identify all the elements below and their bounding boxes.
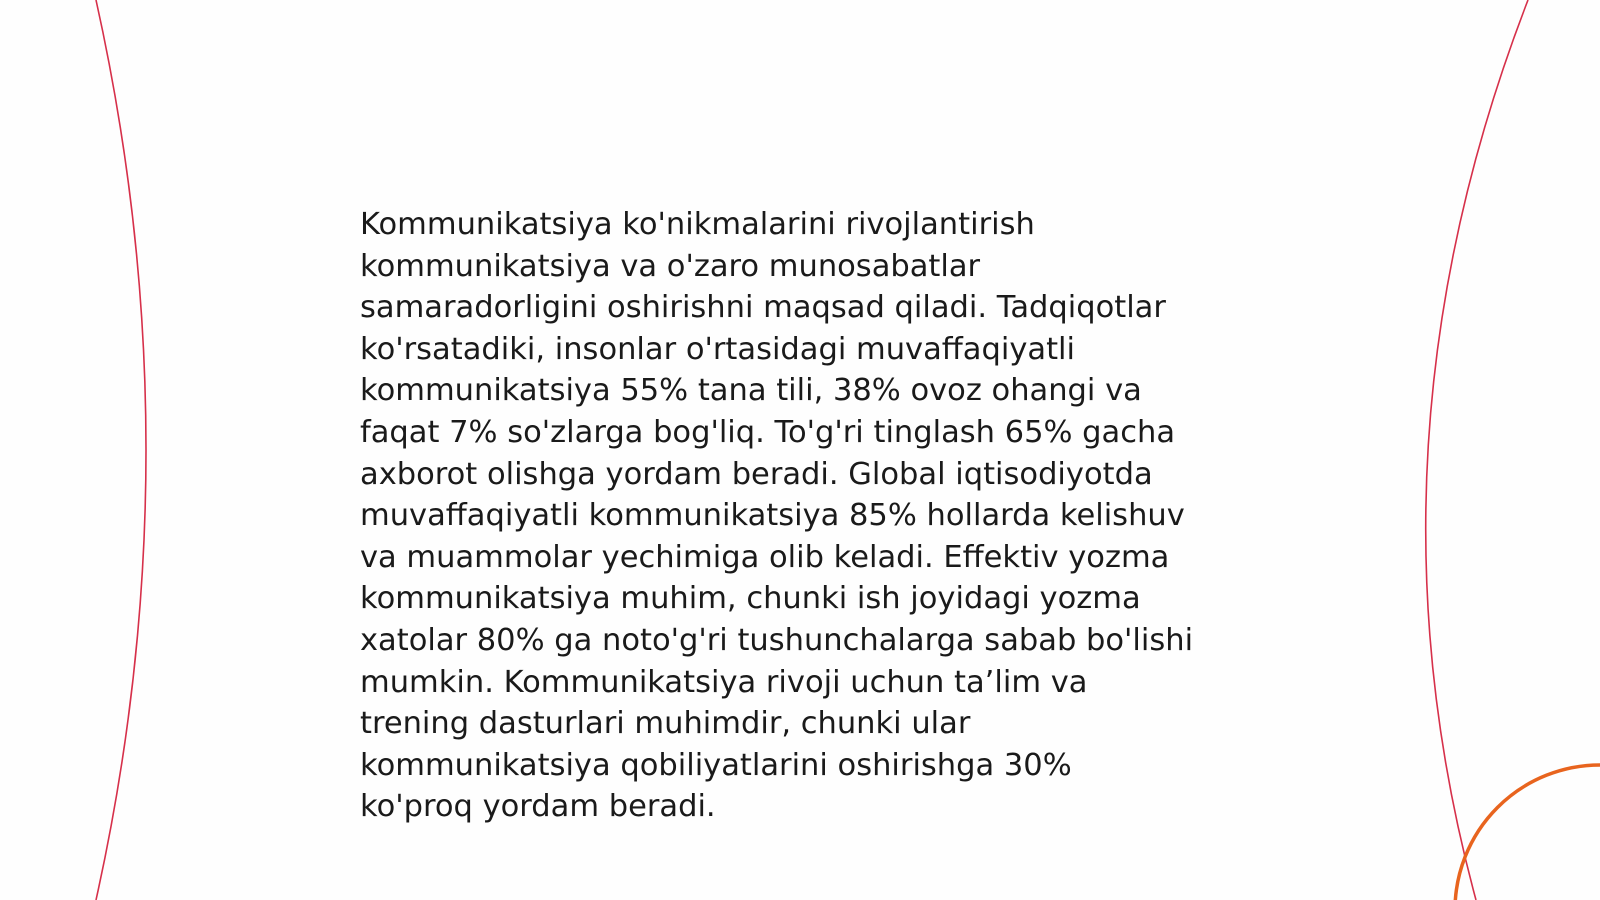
- paragraph-line: kommunikatsiya qobiliyatlarini oshirishga 30%: [360, 747, 1072, 783]
- paragraph-line: kommunikatsiya 55% tana tili, 38% ovoz ohangi va: [360, 373, 1142, 409]
- paragraph-line: xatolar 80% ga noto'g'ri tushunchalarga sabab bo'lishi: [360, 622, 1194, 658]
- paragraph-line: ko'proq yordam beradi.: [360, 789, 716, 825]
- body-paragraph: [360, 204, 1260, 828]
- paragraph-line: mumkin. Kommunikatsiya rivoji uchun ta’lim va: [360, 664, 1088, 700]
- paragraph-line: muvaffaqiyatli kommunikatsiya 85% hollarda kelishuv: [360, 498, 1185, 534]
- paragraph-line: ko'rsatadiki, insonlar o'rtasidagi muvaffaqiyatli: [360, 331, 1075, 367]
- accent-circle-arc: [1455, 765, 1600, 900]
- paragraph-line: axborot olishga yordam beradi. Global iqtisodiyotda: [360, 456, 1153, 492]
- paragraph-line: trening dasturlari muhimdir, chunki ular: [360, 706, 971, 742]
- left-curve-line: [96, 0, 146, 900]
- paragraph-line: Kommunikatsiya ko'nikmalarini rivojlantirish: [360, 207, 1035, 242]
- paragraph-line: kommunikatsiya va o'zaro munosabatlar: [360, 248, 981, 284]
- paragraph-line: va muammolar yechimiga olib keladi. Effektiv yozma: [360, 539, 1170, 575]
- right-curve-line: [1426, 0, 1528, 900]
- paragraph-line: kommunikatsiya muhim, chunki ish joyidagi yozma: [360, 581, 1141, 617]
- paragraph-line: samaradorligini oshirishni maqsad qiladi. Tadqiqotlar: [360, 290, 1166, 326]
- paragraph-line: faqat 7% so'zlarga bog'liq. To'g'ri tinglash 65% gacha: [360, 414, 1176, 450]
